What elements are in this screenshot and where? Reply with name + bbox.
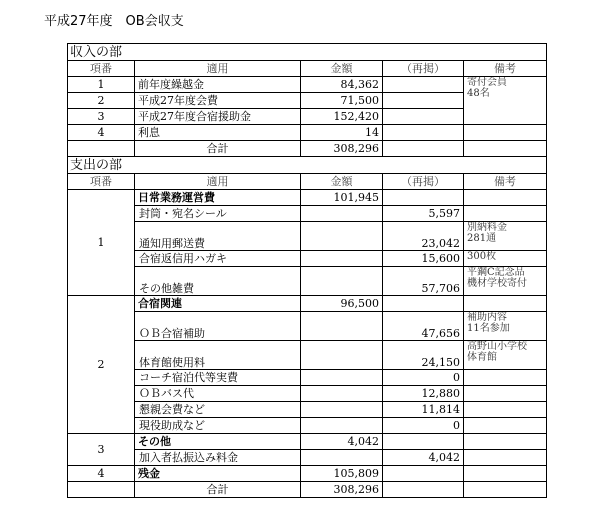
row-repost (383, 77, 464, 93)
sub-item: 封筒・宛名シール (135, 206, 301, 222)
col-header-item: 適用 (135, 174, 301, 190)
sub-repost: 15,600 (383, 251, 464, 267)
income-total-row (68, 141, 547, 157)
empty-cell (301, 450, 383, 466)
group-head-amount: 4,042 (301, 434, 383, 450)
group-head-amount: 96,500 (301, 296, 383, 312)
sub-item: 懇親会費など (135, 402, 301, 418)
row-amount: 152,420 (301, 109, 383, 125)
empty-cell (383, 482, 464, 498)
sub-remarks (464, 341, 547, 370)
empty-cell (301, 251, 383, 267)
empty-cell (301, 312, 383, 341)
expense-column-headers (68, 174, 547, 190)
income-column-headers (68, 61, 547, 77)
table-row (68, 206, 547, 222)
sub-item: 通知用郵送費 (135, 222, 301, 251)
table-row (68, 434, 547, 450)
table-row (68, 296, 547, 312)
remarks-text: 補助内容 11名参加 (467, 312, 510, 334)
sub-repost: 4,042 (383, 450, 464, 466)
expense-total-row (68, 482, 547, 498)
empty-cell (383, 466, 464, 482)
row-no: 2 (68, 93, 135, 109)
empty-cell (464, 418, 547, 434)
row-no: 1 (68, 77, 135, 93)
sub-repost: 47,656 (383, 312, 464, 341)
table-row (68, 370, 547, 386)
empty-cell (301, 402, 383, 418)
sub-item: その他雑費 (135, 267, 301, 296)
row-repost (383, 93, 464, 109)
sub-item: コーチ宿泊代等実費 (135, 370, 301, 386)
row-amount: 71,500 (301, 93, 383, 109)
total-amount: 308,296 (301, 141, 383, 157)
table-row (68, 341, 547, 370)
table-row (68, 77, 547, 93)
group-head-item: 日常業務運営費 (135, 190, 301, 206)
empty-cell (301, 222, 383, 251)
empty-cell (301, 418, 383, 434)
empty-cell (383, 190, 464, 206)
empty-cell (464, 370, 547, 386)
empty-cell (68, 141, 135, 157)
sub-item: ＯＢバス代 (135, 386, 301, 402)
remarks-text: 寄付会員 48名 (467, 77, 507, 99)
empty-cell (464, 296, 547, 312)
sub-repost: 57,706 (383, 267, 464, 296)
ob-budget-table (67, 43, 547, 498)
empty-cell (464, 386, 547, 402)
table-row (68, 466, 547, 482)
group-no: 3 (68, 434, 135, 466)
table-row (68, 125, 547, 141)
remarks-text: 別納料金 281通 (467, 222, 507, 244)
table-row (68, 222, 547, 251)
income-remarks (464, 77, 547, 125)
total-label: 合計 (135, 141, 301, 157)
row-amount: 84,362 (301, 77, 383, 93)
group-no: 2 (68, 296, 135, 434)
group-head-amount: 101,945 (301, 190, 383, 206)
table-row (68, 312, 547, 341)
group-head-item: その他 (135, 434, 301, 450)
empty-cell (464, 450, 547, 466)
row-no: 4 (68, 125, 135, 141)
expense-section-title: 支出の部 (68, 157, 547, 174)
group-no: 1 (68, 190, 135, 296)
empty-cell (383, 296, 464, 312)
table-row (68, 190, 547, 206)
empty-cell (464, 206, 547, 222)
row-repost (383, 109, 464, 125)
empty-cell (301, 386, 383, 402)
row-remarks (464, 125, 547, 141)
row-no: 3 (68, 109, 135, 125)
sub-item: 体育館使用料 (135, 341, 301, 370)
table-row (68, 267, 547, 296)
col-header-no: 項番 (68, 61, 135, 77)
sub-repost: 24,150 (383, 341, 464, 370)
sub-remarks (464, 312, 547, 341)
col-header-amount: 金額 (301, 174, 383, 190)
sub-repost: 0 (383, 370, 464, 386)
empty-cell (464, 141, 547, 157)
page-title: 平成27年度 OB会収支 (44, 14, 184, 29)
empty-cell (301, 267, 383, 296)
group-head-item: 残金 (135, 466, 301, 482)
group-head-item: 合宿関連 (135, 296, 301, 312)
sub-item: ＯＢ合宿補助 (135, 312, 301, 341)
sub-item: 現役助成など (135, 418, 301, 434)
remarks-text: 平鋼C記念品 機材学校寄付 (467, 267, 527, 289)
empty-cell (464, 402, 547, 418)
row-item: 利息 (135, 125, 301, 141)
sub-repost: 0 (383, 418, 464, 434)
empty-cell (68, 482, 135, 498)
remarks-text: 高野山小学校 体育館 (467, 341, 527, 363)
sub-repost: 11,814 (383, 402, 464, 418)
row-item: 平成27年度会費 (135, 93, 301, 109)
sub-repost: 23,042 (383, 222, 464, 251)
empty-cell (464, 482, 547, 498)
group-head-amount: 105,809 (301, 466, 383, 482)
empty-cell (464, 434, 547, 450)
row-repost (383, 125, 464, 141)
col-header-repost: （再掲） (383, 61, 464, 77)
col-header-remarks: 備考 (464, 61, 547, 77)
table-row (68, 418, 547, 434)
empty-cell (301, 341, 383, 370)
expense-section-header (68, 157, 547, 174)
empty-cell (301, 370, 383, 386)
table-row (68, 450, 547, 466)
sub-remarks: 300枚 (464, 251, 547, 267)
col-header-remarks: 備考 (464, 174, 547, 190)
empty-cell (464, 466, 547, 482)
col-header-repost: （再掲） (383, 174, 464, 190)
empty-cell (383, 141, 464, 157)
sub-remarks (464, 222, 547, 251)
sub-remarks (464, 267, 547, 296)
col-header-no: 項番 (68, 174, 135, 190)
sub-item: 合宿返信用ハガキ (135, 251, 301, 267)
row-item: 平成27年度合宿援助金 (135, 109, 301, 125)
col-header-item: 適用 (135, 61, 301, 77)
group-no: 4 (68, 466, 135, 482)
table-row (68, 386, 547, 402)
income-section-header (68, 44, 547, 61)
row-amount: 14 (301, 125, 383, 141)
empty-cell (301, 206, 383, 222)
table-row (68, 402, 547, 418)
sub-repost: 5,597 (383, 206, 464, 222)
empty-cell (383, 434, 464, 450)
col-header-amount: 金額 (301, 61, 383, 77)
empty-cell (464, 190, 547, 206)
total-amount: 308,296 (301, 482, 383, 498)
row-item: 前年度繰越金 (135, 77, 301, 93)
income-section-title: 収入の部 (68, 44, 547, 61)
total-label: 合計 (135, 482, 301, 498)
sub-repost: 12,880 (383, 386, 464, 402)
sub-item: 加入者払振込み料金 (135, 450, 301, 466)
table-row (68, 251, 547, 267)
